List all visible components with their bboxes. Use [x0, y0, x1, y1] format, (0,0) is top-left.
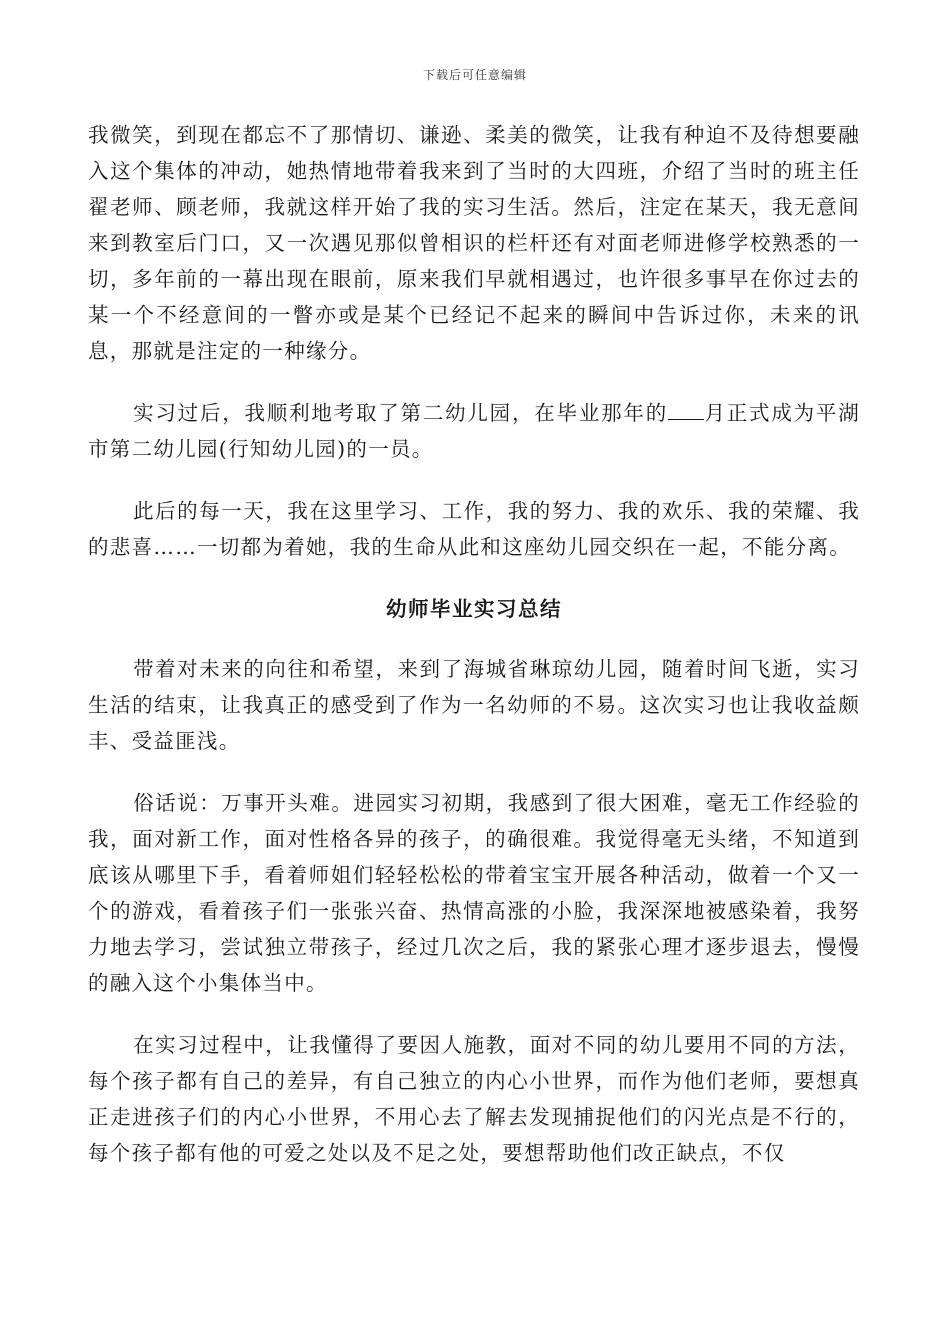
header-note: 下载后可任意编辑 [422, 68, 527, 82]
fill-blank-line [668, 401, 704, 420]
paragraph-beginning-difficulties: 俗话说：万事开头难。进园实习初期，我感到了很大困难，毫无工作经验的我，面对新工作，面对性格各异的孩子，的确很难。我觉得毫无头绪，不知道到底该从哪里下手，看着师姐们轻轻松松的带着宝宝开展各种活动，做着一个又一个的游戏，看着孩子们一张张兴奋、热情高涨的小脸，我深深地被感染着，我努力地去学习，尝试独立带孩子，经过几次之后，我的紧张心理才逐步退去，慢慢的融入这个小集体当中。 [88, 791, 860, 995]
paragraph-arrival: 带着对未来的向往和希望，来到了海城省琳琼幼儿园，随着时间飞逝，实习生活的结束，让我真正的感受到了作为一名幼师的不易。这次实习也让我收益颇丰、受益匪浅。 [88, 657, 860, 753]
paragraph-employment-end: 月正式成为平湖市第二幼儿园(行知幼儿园)的一员。 [88, 401, 860, 461]
paragraph-employment-start: 实习过后，我顺利地考取了第二幼儿园，在毕业那年的 [133, 401, 668, 425]
document-body [88, 117, 860, 1197]
paragraph-individual-teaching: 在实习过程中，让我懂得了要因人施教，面对不同的幼儿要用不同的方法，每个孩子都有自己的差异，有自己独立的内心小世界，而作为他们老师，要想真正走进孩子们的内心小世界，不用心去了解去发现捕捉他们的闪光点是不行的，每个孩子都有他的可爱之处以及不足之处，要想帮助他们改正缺点，不仅 [88, 1033, 860, 1165]
paragraph-employment [88, 395, 860, 467]
paragraph-every-day: 此后的每一天，我在这里学习、工作，我的努力、我的欢乐、我的荣耀、我的悲喜……一切都为着她，我的生命从此和这座幼儿园交织在一起，不能分离。 [88, 499, 860, 559]
section-title: 幼师毕业实习总结 [386, 597, 562, 621]
paragraph-internship-memory: 我微笑，到现在都忘不了那情切、谦逊、柔美的微笑，让我有种迫不及待想要融入这个集体的冲动，她热情地带着我来到了当时的大四班，介绍了当时的班主任翟老师、顾老师，我就这样开始了我的实习生活。然后，注定在某天，我无意间来到教室后门口，又一次遇见那似曾相识的栏杆还有对面老师进修学校熟悉的一切，多年前的一幕出现在眼前，原来我们早就相遇过，也许很多事早在你过去的某一个不经意间的一瞥亦或是某个已经记不起来的瞬间中告诉过你，未来的讯息，那就是注定的一种缘分。 [88, 123, 860, 363]
